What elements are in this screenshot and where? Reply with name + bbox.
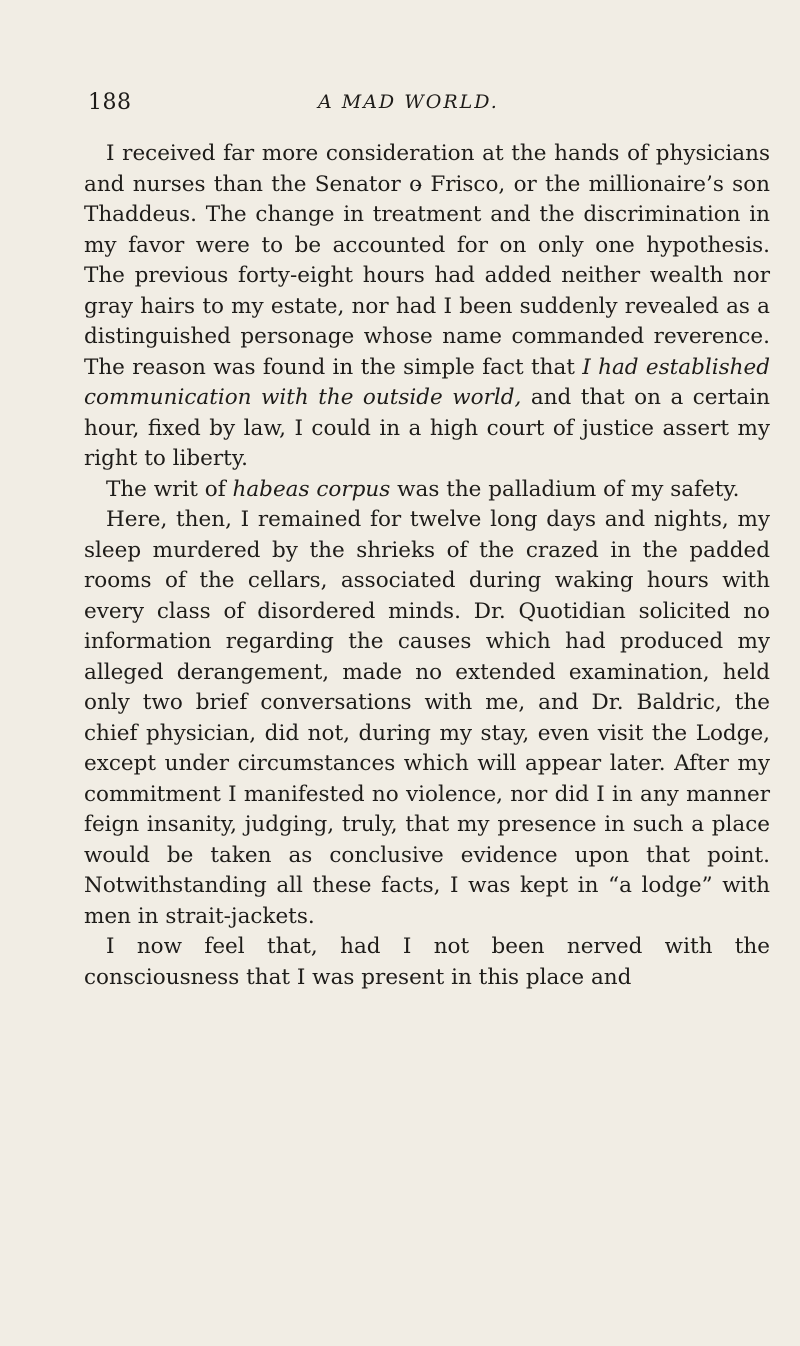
paragraph (84, 139, 770, 475)
running-head: A MAD WORLD. (318, 91, 499, 113)
page-number: 188 (88, 90, 132, 115)
body-text (84, 139, 770, 993)
italic-text-run: I had established communication with the outside world, (84, 354, 771, 410)
text-run: was the palladium of my safety. (390, 476, 740, 502)
italic-text-run: habeas corpus (232, 476, 391, 502)
text-run: Here, then, I remained for twelve long days and nights, my sleep murdered by the shrieks of the crazed in the padded rooms of the cellars, associated during waking hours with every class of disordered minds. Dr. Quotidian solicited no information regarding the causes which had produced my alleged derangement, made no extended examination, held only two brief conversations with me, and Dr. Baldric, the chief physician, did not, during my stay, even visit the Lodge, except under circumstances which will appear later. After my commitment I manifested no violence, nor did I in any manner feign insanity, judging, truly, that my presence in such a place would be taken as conclusive evidence upon that point. Notwithstanding all these facts, I was kept in “a lodge” with men in strait-jackets. (84, 507, 770, 929)
text-run: I now feel that, had I not been nerved with the consciousness that I was present in this place and (84, 934, 770, 990)
text-run: I received far more consideration at the hands of physicians and nurses than the Senator o̵ Frisco, or the millionaire’s son Thaddeus. The change in treatment and the discrimination in my favor were to be accounted for on only one hypothesis. The previous forty-eight hours had added neither wealth nor gray hairs to my estate, nor had I been suddenly revealed as a distinguished personage whose name commanded reverence. The reason was found in the simple fact that (84, 141, 770, 380)
page-header (88, 90, 768, 124)
text-run: and that on a certain hour, fixed by law, I could in a high court of justice assert my right to liberty. (84, 385, 770, 471)
paragraph (84, 932, 770, 993)
paragraph (84, 475, 770, 506)
paragraph (84, 505, 770, 932)
text-run: The writ of (106, 476, 233, 502)
